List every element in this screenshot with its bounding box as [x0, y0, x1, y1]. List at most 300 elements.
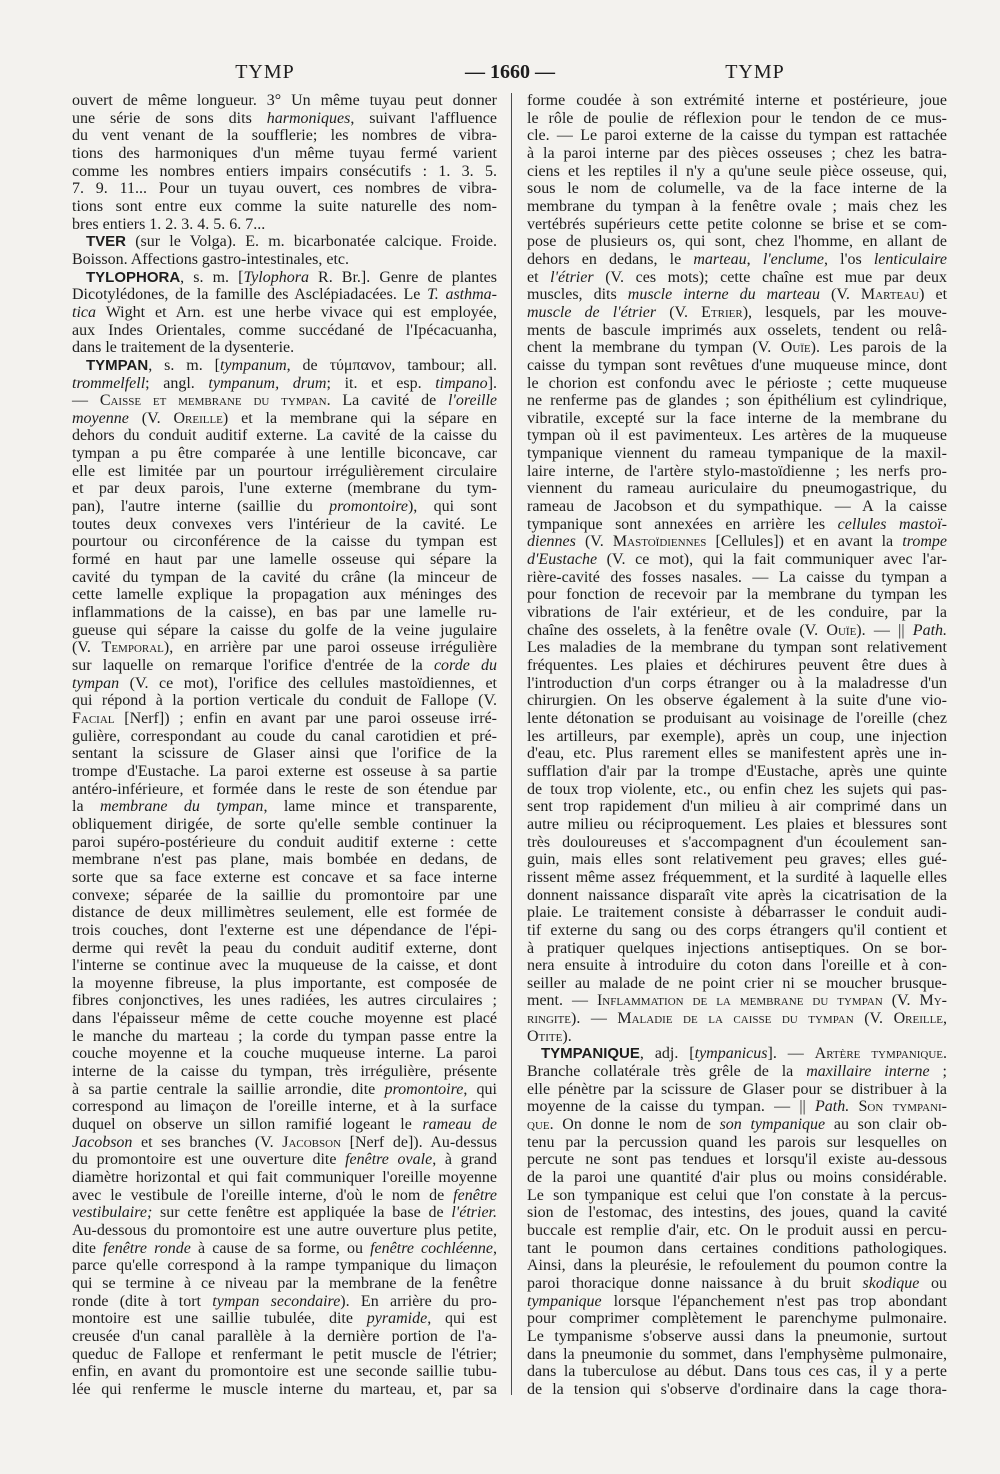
- line-content: [527, 763, 947, 780]
- line-content: [72, 1187, 497, 1204]
- small-caps-text: Temporal: [101, 639, 164, 657]
- small-caps-text: Artère tympanique.: [814, 1045, 948, 1063]
- text-run: dans le traitement de la dysenterie.: [72, 339, 295, 357]
- line-content: [527, 480, 947, 497]
- text-line: [72, 551, 497, 569]
- line-content: [527, 710, 947, 727]
- text-line: [527, 1222, 947, 1240]
- text-line: [527, 975, 947, 993]
- text-run: sentant la scissure de Glaser ainsi que l'orifice de la: [72, 745, 497, 763]
- text-run: tympan a pu être comparée à une lentille biconcave, car: [72, 445, 497, 463]
- line-content: [72, 1028, 497, 1045]
- text-line: [72, 1028, 497, 1046]
- text-line: [527, 728, 947, 746]
- line-content: [527, 1310, 947, 1327]
- text-run: ,: [746, 250, 763, 268]
- line-content: [527, 551, 947, 568]
- line-content: [72, 163, 497, 180]
- text-run: antéro-inférieure, et formée dans le reste de son étendue par: [72, 780, 497, 798]
- line-content: [72, 604, 497, 621]
- text-line: [72, 728, 497, 746]
- text-line: [527, 692, 947, 710]
- line-content: [527, 569, 947, 586]
- line-content: [72, 1328, 497, 1345]
- text-run: couche moyenne et la couche muqueuse interne. La paroi: [72, 1045, 497, 1063]
- text-line: [72, 692, 497, 710]
- text-run: chirurgien. On les observe également à la suite d'une vio-: [527, 692, 947, 710]
- line-content: [527, 375, 947, 392]
- line-content: [72, 904, 497, 921]
- text-line: [527, 1293, 947, 1311]
- line-content: [72, 410, 497, 427]
- line-content: [527, 1257, 947, 1274]
- italic-text: maxillaire interne: [806, 1063, 930, 1081]
- text-run: ) et la membrane qui la sépare en: [222, 409, 497, 427]
- text-run: et: [527, 268, 551, 286]
- text-run: très douloureuses et s'accompagnent d'un écoulement san-: [527, 833, 947, 851]
- small-caps-text: Maladie de la caisse du tympan: [617, 1010, 854, 1028]
- text-run: (V.: [575, 533, 613, 551]
- text-run: enfin, en avant du promontoire est une seconde saillie tubu-: [72, 1363, 497, 1381]
- small-caps-text: Jacobson: [282, 1133, 342, 1151]
- text-run: inflammations de la caisse), en bas par une lamelle ru-: [72, 604, 497, 622]
- text-line: [72, 180, 497, 198]
- text-run: percute ne sont pas tendues et lorsqu'il existe au-dessous: [527, 1151, 947, 1169]
- text-run: de la tension qui s'observe d'ordinaire dans la cage thora-: [527, 1380, 947, 1398]
- line-content: [527, 1363, 947, 1380]
- small-caps-text: ringite: [527, 1010, 571, 1028]
- line-content: [72, 622, 497, 639]
- text-run: ronde (dite à tort: [72, 1292, 213, 1310]
- small-caps-text: Mastoïdiennes: [612, 533, 707, 551]
- text-line: [527, 1328, 947, 1346]
- text-line: [527, 1116, 947, 1134]
- text-run: Wight et Arn. est une herbe vivace qui est employée,: [96, 303, 497, 321]
- text-run: cle. — Le paroi externe de la caisse du tympan est rattachée: [527, 127, 947, 145]
- line-content: [527, 657, 947, 674]
- text-line: [527, 1257, 947, 1275]
- text-line: [527, 180, 947, 198]
- small-caps-text: Ouïe: [780, 339, 811, 357]
- text-line: [72, 480, 497, 498]
- text-run: nera ensuite à introduire du coton dans l'oreille et à con-: [527, 957, 947, 975]
- line-content: [527, 1187, 947, 1204]
- italic-text: l'étrier.: [451, 1204, 497, 1222]
- text-line: [527, 798, 947, 816]
- small-caps-text: Caisse et membrane du tympan: [99, 392, 327, 410]
- text-run: gulière, correspondant au coude du canal carotidien et pré-: [72, 727, 497, 745]
- text-run: trois couches, dont l'externe est une dépendance de l'épi-: [72, 921, 497, 939]
- text-line: [72, 639, 497, 657]
- line-content: [527, 622, 947, 639]
- text-run: ). —: [571, 1010, 618, 1028]
- text-run: (V.: [656, 303, 702, 321]
- italic-text: tympanum: [219, 356, 287, 374]
- line-content: [72, 798, 497, 815]
- text-run: de toux trop violente, etc., ou enfin chez les sujets qui pas-: [527, 780, 947, 798]
- text-run: sent trop rapidement d'un milieu à air comprimé dans un: [527, 798, 947, 816]
- line-content: [72, 498, 497, 515]
- text-run: , de τύμπανον, tambour; all.: [286, 356, 498, 374]
- text-run: la: [72, 798, 100, 816]
- text-run: elle pénètre par la scissure de Glaser pour se distribuer à la: [527, 1080, 947, 1098]
- line-content: [527, 798, 947, 815]
- text-line: [72, 992, 497, 1010]
- text-run: forme coudée à son extrémité interne et postérieure, joue: [527, 92, 947, 109]
- text-run: formé en haut par une lamelle osseuse qui sépare la: [72, 551, 497, 569]
- line-content: [527, 992, 947, 1009]
- text-run: ,: [943, 1010, 948, 1028]
- text-run: bres entiers 1. 2. 3. 4. 5. 6. 7...: [72, 215, 266, 233]
- small-caps-text: My-: [919, 992, 948, 1010]
- text-run: , s. m. [: [180, 268, 244, 286]
- small-caps-text: Son tympani-: [858, 1098, 947, 1116]
- italic-text: l'enclume: [762, 250, 824, 268]
- text-line: [527, 1381, 947, 1399]
- text-run: montoire est une saillie tubulée, dite: [72, 1310, 367, 1328]
- text-run: à cause de sa forme, ou: [190, 1239, 371, 1257]
- text-run: ). — ||: [856, 621, 913, 639]
- text-line: [527, 357, 947, 375]
- text-line: [72, 887, 497, 905]
- italic-text: pyramide: [366, 1310, 428, 1328]
- line-content: [72, 1098, 497, 1115]
- text-run: membrane du tympan à la fenêtre ovale ; mais chez les: [527, 197, 947, 215]
- line-content: [72, 975, 497, 992]
- text-run: ments de bascule imprimés aux osselets, tendent ou relâ-: [527, 321, 947, 339]
- line-content: [527, 869, 947, 886]
- text-line: [72, 763, 497, 781]
- text-run: chaîne des osselets, à la fenêtre ovale (V.: [527, 621, 827, 639]
- text-run: Boisson. Affections gastro-intestinales, etc.: [72, 250, 349, 268]
- text-line: [527, 269, 947, 287]
- line-content: [72, 957, 497, 974]
- text-run: sous le nom de columelle, va de la face interne de la: [527, 180, 947, 198]
- text-run: rissent même assez fréquemment, et la surdité à laquelle elles: [527, 868, 947, 886]
- text-run: distance de deux millimètres seulement, elle est formée de: [72, 904, 497, 922]
- line-content: [527, 322, 947, 339]
- line-content: [72, 887, 497, 904]
- italic-text: tympanicus: [694, 1045, 768, 1063]
- text-run: queduc de Fallope et renfermant le petit muscle de l'étrier;: [72, 1345, 497, 1363]
- text-line: [72, 427, 497, 445]
- text-run: sion de l'estomac, des intestins, des joues, quand la cavité: [527, 1204, 947, 1222]
- italic-text: timpano: [435, 374, 488, 392]
- text-line: [72, 1151, 497, 1169]
- line-content: [527, 586, 947, 603]
- text-line: [72, 286, 497, 304]
- line-content: [527, 498, 947, 515]
- text-line: [527, 304, 947, 322]
- text-run: correspond au limaçon de l'oreille interne, et à la surface: [72, 1098, 497, 1116]
- text-run: muscles, dits: [527, 286, 628, 304]
- text-run: Les maladies de la membrane du tympan sont relativement: [527, 639, 947, 657]
- line-content: [527, 269, 947, 286]
- text-line: [72, 675, 497, 693]
- text-run: tympan où il est pavimenteux. Les artères de la muqueuse: [527, 427, 947, 445]
- text-run: (V. ce mot), l'orifice des cellules mastoïdiennes, et: [119, 674, 497, 692]
- line-content: [527, 1010, 947, 1027]
- text-run: tant le poumon dans certaines conditions pathologiques.: [527, 1239, 947, 1257]
- line-content: [72, 1257, 497, 1274]
- text-run: aux Indes Orientales, comme succédané de l'Ipécacuanha,: [72, 321, 497, 339]
- italic-text: trommelfell: [72, 374, 146, 392]
- text-line: [527, 710, 947, 728]
- text-line: [527, 745, 947, 763]
- small-caps-text: que: [527, 1116, 550, 1134]
- line-content: [72, 1346, 497, 1363]
- italic-text: son tympanique: [719, 1116, 826, 1134]
- text-run: duquel on observe un sillon ramifié logeant le: [72, 1116, 423, 1134]
- text-line: [527, 410, 947, 428]
- text-run: (V. ces mots); cette chaîne est mue par deux: [593, 268, 947, 286]
- line-content: [86, 269, 497, 286]
- entry-continuation: [72, 92, 497, 233]
- line-content: [72, 851, 497, 868]
- text-run: ), en arrière par une paroi osseuse irrégulière: [163, 639, 497, 657]
- text-line: [527, 869, 947, 887]
- italic-text: muscle interne du marteau: [627, 286, 820, 304]
- text-line: [72, 781, 497, 799]
- line-content: [72, 1310, 497, 1327]
- text-run: ), qui sont: [407, 498, 497, 516]
- italic-text: Jacobson: [72, 1133, 133, 1151]
- line-content: [72, 763, 497, 780]
- text-run: autre milieu ou réciproquement. Les plaies et blessures sont: [527, 815, 947, 833]
- text-run: [Nerf]) ; enfin en avant par une paroi osseuse irré-: [114, 709, 497, 727]
- text-run: le rôle de poulie de réflexion pour le tendon de ce mus-: [527, 109, 947, 127]
- text-run: vibratile, excepté sur la face interne de la membrane du: [527, 409, 947, 427]
- text-line: [72, 1275, 497, 1293]
- text-line: [72, 1310, 497, 1328]
- text-run: [Cellules]) et en avant la: [706, 533, 903, 551]
- left-column: [72, 92, 497, 1399]
- text-run: tions des harmoniques d'un même tuyau fermé varient: [72, 144, 497, 162]
- text-run: lée qui renferme le muscle interne du marteau, et, par sa: [72, 1380, 497, 1398]
- text-run: ) et: [919, 286, 948, 304]
- text-line: [72, 569, 497, 587]
- text-line: [72, 516, 497, 534]
- line-content: [72, 1381, 497, 1398]
- text-line: [527, 604, 947, 622]
- text-line: [72, 922, 497, 940]
- text-line: [527, 1045, 947, 1063]
- line-content: [527, 922, 947, 939]
- text-line: [527, 533, 947, 551]
- text-line: [72, 1045, 497, 1063]
- text-line: [72, 1328, 497, 1346]
- text-run: ouvert de même longueur. 3° Un même tuyau peut donner: [72, 92, 497, 109]
- line-content: [527, 286, 947, 303]
- text-run: ].: [487, 374, 498, 392]
- text-line: [527, 145, 947, 163]
- text-line: [527, 392, 947, 410]
- text-run: ne renferme pas de glandes ; son épithélium est cylindrique,: [527, 392, 947, 410]
- text-run: pour fonction de recevoir par la membrane du tympan les: [527, 586, 947, 604]
- text-line: [72, 1169, 497, 1187]
- italic-text: trompe: [902, 533, 947, 551]
- italic-text: tica: [72, 303, 96, 321]
- text-run: trompe d'Eustache. La paroi externe est osseuse à sa partie: [72, 762, 497, 780]
- text-run: laire interne, de l'artère stylo-mastoïdienne ; les nerfs pro-: [527, 462, 947, 480]
- italic-text: d'Eustache: [527, 551, 598, 569]
- line-content: [72, 657, 497, 674]
- small-caps-text: Facial: [72, 709, 115, 727]
- text-run: paroi thoracique donne naissance à du bruit: [527, 1274, 863, 1292]
- text-line: [72, 163, 497, 181]
- dictionary-entry: [72, 357, 497, 1399]
- text-run: avec le vestibule de l'oreille interne, d'où le nom de: [72, 1186, 454, 1204]
- line-content: [527, 163, 947, 180]
- text-run: ; it. et esp.: [326, 374, 436, 392]
- text-run: dite: [72, 1239, 104, 1257]
- small-caps-text: Otite: [527, 1027, 563, 1045]
- text-line: [72, 251, 497, 269]
- dictionary-entry: [527, 1045, 947, 1398]
- text-run: (V.: [882, 992, 920, 1010]
- text-line: [527, 1187, 947, 1205]
- headword: TYMPANIQUE: [541, 1045, 640, 1063]
- text-line: [527, 586, 947, 604]
- italic-text: promontoire: [384, 1080, 464, 1098]
- line-content: [527, 463, 947, 480]
- text-line: [72, 1134, 497, 1152]
- text-run: à la paroi interne par des pièces osseuses ; chez les batra-: [527, 144, 947, 162]
- text-run: sur laquelle on remarque l'orifice d'entrée de la: [72, 657, 434, 674]
- text-line: [527, 816, 947, 834]
- line-content: [72, 1134, 497, 1151]
- italic-text: membrane du tympan: [99, 798, 264, 816]
- italic-text: l'étrier: [550, 268, 594, 286]
- text-run: pour comprimer complètement le parenchyme pulmonaire.: [527, 1310, 947, 1328]
- text-run: sur cette fenêtre est appliquée la base de: [152, 1204, 452, 1222]
- italic-text: T. asthma-: [427, 286, 498, 304]
- line-content: [527, 1063, 947, 1080]
- italic-text: muscle de l'étrier: [527, 303, 657, 321]
- text-line: [527, 1151, 947, 1169]
- text-run: ment. —: [527, 992, 597, 1010]
- line-content: [72, 145, 497, 162]
- text-line: [527, 1169, 947, 1187]
- text-line: [527, 127, 947, 145]
- entry-continuation: [527, 92, 947, 1045]
- text-line: [527, 1240, 947, 1258]
- text-line: [72, 904, 497, 922]
- headword: TYLOPHORA: [86, 268, 181, 286]
- text-run: (V.: [128, 409, 174, 427]
- line-content: [72, 992, 497, 1009]
- text-line: [72, 1010, 497, 1028]
- text-run: dehors en dedans, le: [527, 250, 694, 268]
- text-run: qui répond à la portion verticale du conduit de Fallope (V.: [72, 692, 497, 710]
- text-line: [527, 763, 947, 781]
- text-line: [527, 1010, 947, 1028]
- line-content: [72, 375, 497, 392]
- text-line: [527, 904, 947, 922]
- text-line: [527, 498, 947, 516]
- text-run: creusée d'un canal parallèle à la dernière portion de l'a-: [72, 1327, 497, 1345]
- line-content: [527, 1381, 947, 1398]
- text-run: ), lesquels, par les mouve-: [742, 303, 947, 321]
- text-run: rière-cavité des fosses nasales. — La caisse du tympan a: [527, 568, 947, 586]
- text-run: qui se termine à ce niveau par la membrane de la fenêtre: [72, 1274, 497, 1292]
- line-content: [72, 286, 497, 303]
- text-line: [527, 675, 947, 693]
- line-content: [72, 1363, 497, 1380]
- text-line: [527, 622, 947, 640]
- text-run: ; angl.: [145, 374, 209, 392]
- text-run: tenu par la percussion quand les parois sur lesquelles on: [527, 1133, 947, 1151]
- line-content: [527, 216, 947, 233]
- text-line: [527, 1028, 947, 1046]
- line-content: [527, 198, 947, 215]
- line-content: [72, 198, 497, 215]
- small-caps-text: Marteau: [860, 286, 920, 304]
- text-run: Le tympanisme s'observe aussi dans la pneumonie, surtout: [527, 1327, 947, 1345]
- text-line: [72, 1204, 497, 1222]
- line-content: [527, 957, 947, 974]
- line-content: [527, 392, 947, 409]
- text-run: , à grand: [432, 1151, 498, 1169]
- text-line: [72, 851, 497, 869]
- line-content: [86, 357, 497, 374]
- text-run: pan), l'autre interne (saillie du: [72, 498, 330, 516]
- italic-text: vestibulaire;: [72, 1204, 153, 1222]
- text-run: . La cavité de: [326, 392, 448, 410]
- line-content: [527, 1240, 947, 1257]
- text-line: [527, 163, 947, 181]
- text-run: vibrations de l'air extérieur, et de les conduire, par la: [527, 604, 947, 622]
- text-line: [527, 286, 947, 304]
- italic-text: diennes: [527, 533, 576, 551]
- line-content: [72, 463, 497, 480]
- text-line: [527, 922, 947, 940]
- text-run: obliquement dirigée, de sorte qu'elle semble continuer la: [72, 815, 497, 833]
- line-content: [527, 1151, 947, 1168]
- line-content: [527, 410, 947, 427]
- text-line: [527, 480, 947, 498]
- text-run: (V.: [72, 639, 102, 657]
- text-line: [72, 816, 497, 834]
- line-content: [72, 127, 497, 144]
- text-run: , adj. [: [639, 1045, 695, 1063]
- text-line: [72, 1381, 497, 1399]
- text-line: [527, 198, 947, 216]
- text-run: à pratiquer quelques injections antiseptiques. On se bor-: [527, 939, 947, 957]
- line-content: [72, 110, 497, 127]
- text-line: [72, 710, 497, 728]
- text-run: pourtour ou circonférence de la caisse du tympan est: [72, 533, 497, 551]
- text-run: tif externe du sang ou des corps étrangers qu'il contient et: [527, 921, 947, 939]
- text-run: cette lamelle explique la propagation aux méninges des: [72, 586, 497, 604]
- text-run: donnent naissance disparaît vite après la cicatrisation de la: [527, 886, 947, 904]
- text-run: , qui: [463, 1080, 498, 1098]
- line-content: [72, 728, 497, 745]
- italic-text: Path.: [912, 621, 948, 639]
- italic-text: corde du: [433, 657, 497, 674]
- line-content: [72, 180, 497, 197]
- text-line: [72, 869, 497, 887]
- header-left-guideword: TYMP: [235, 61, 295, 83]
- text-line: [527, 851, 947, 869]
- text-run: interne de la caisse du tympan, très irrégulière, présente: [72, 1063, 497, 1081]
- line-content: [527, 975, 947, 992]
- text-run: (sur le Volga). E. m. bicarbonatée calcique. Froide.: [126, 233, 497, 251]
- line-content: [72, 1010, 497, 1027]
- text-line: [527, 1346, 947, 1364]
- text-run: dehors du conduit auditif externe. La cavité de la caisse du: [72, 427, 497, 445]
- line-content: [72, 1293, 497, 1310]
